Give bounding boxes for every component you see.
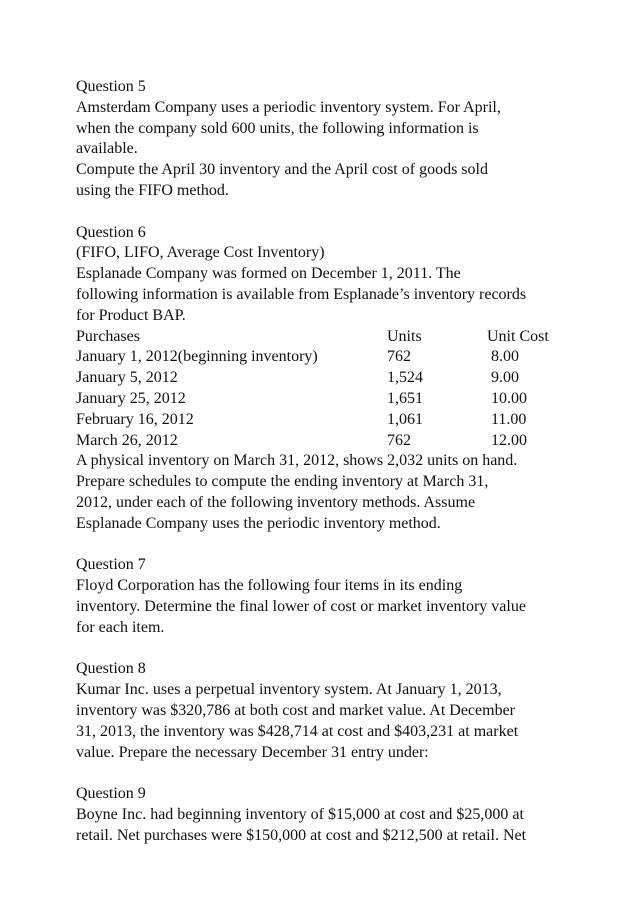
header-purchases: Purchases <box>76 327 140 345</box>
question-5 <box>76 77 576 202</box>
text-line: Kumar Inc. uses a perpetual inventory system. At January 1, 2013, <box>76 681 502 699</box>
text-line: for Product BAP. <box>76 306 186 324</box>
text-line: inventory. Determine the final lower of cost or market inventory value <box>76 597 526 615</box>
question-title: Question 7 <box>76 556 146 574</box>
question-6 <box>76 223 576 535</box>
text-line: Boyne Inc. had beginning inventory of $15,000 at cost and $25,000 at <box>76 805 524 823</box>
question-title: Question 8 <box>76 660 146 678</box>
table-row <box>76 368 576 389</box>
text-line: retail. Net purchases were $150,000 at cost and $212,500 at retail. Net <box>76 826 527 844</box>
text-line: 2012, under each of the following inventory methods. Assume <box>76 493 476 511</box>
text-line: Compute the April 30 inventory and the April cost of goods sold <box>76 161 488 179</box>
text-line: Amsterdam Company uses a periodic inventory system. For April, <box>76 98 501 116</box>
text-line: 31, 2013, the inventory was $428,714 at cost and $403,231 at market <box>76 722 519 740</box>
header-unit-cost: Unit Cost <box>487 327 549 345</box>
text-line: following information is available from Esplanade’s inventory records <box>76 285 527 303</box>
purchases-table <box>76 327 576 452</box>
text-line: (FIFO, LIFO, Average Cost Inventory) <box>76 244 325 262</box>
text-line: available. <box>76 140 138 158</box>
text-line: A physical inventory on March 31, 2012, shows 2,032 units on hand. <box>76 452 518 470</box>
unit-cost-value: 9.00 <box>491 369 519 387</box>
table-header-row <box>76 327 576 348</box>
unit-cost-value: 12.00 <box>491 431 527 449</box>
table-row <box>76 389 576 410</box>
units-value: 762 <box>387 431 411 449</box>
question-title: Question 5 <box>76 78 146 95</box>
text-line: Esplanade Company was formed on December 1, 2011. The <box>76 265 461 283</box>
units-value: 762 <box>387 348 411 366</box>
text-line: Prepare schedules to compute the ending inventory at March 31, <box>76 473 489 491</box>
question-7 <box>76 555 576 638</box>
units-value: 1,524 <box>387 369 423 387</box>
purchase-date: January 5, 2012 <box>76 369 178 387</box>
question-title: Question 9 <box>76 785 146 803</box>
question-9 <box>76 784 576 846</box>
text-line: when the company sold 600 units, the following information is <box>76 119 479 137</box>
question-8 <box>76 659 576 763</box>
text-line: inventory was $320,786 at both cost and market value. At December <box>76 701 515 719</box>
text-line: for each item. <box>76 618 165 636</box>
purchase-date: February 16, 2012 <box>76 410 194 428</box>
table-row <box>76 431 576 452</box>
header-units: Units <box>387 327 422 345</box>
units-value: 1,061 <box>387 410 423 428</box>
purchase-date: March 26, 2012 <box>76 431 178 449</box>
unit-cost-value: 11.00 <box>491 410 527 428</box>
purchase-date: January 1, 2012(beginning inventory) <box>76 348 318 366</box>
document-page <box>76 77 576 867</box>
units-value: 1,651 <box>387 389 423 407</box>
unit-cost-value: 8.00 <box>491 348 519 366</box>
text-line: using the FIFO method. <box>76 181 229 199</box>
table-row <box>76 347 576 368</box>
text-line: Esplanade Company uses the periodic inventory method. <box>76 514 441 532</box>
text-line: value. Prepare the necessary December 31 entry under: <box>76 743 429 761</box>
table-row <box>76 410 576 431</box>
text-line: Floyd Corporation has the following four items in its ending <box>76 577 463 595</box>
question-title: Question 6 <box>76 223 146 241</box>
purchase-date: January 25, 2012 <box>76 389 186 407</box>
unit-cost-value: 10.00 <box>491 389 527 407</box>
